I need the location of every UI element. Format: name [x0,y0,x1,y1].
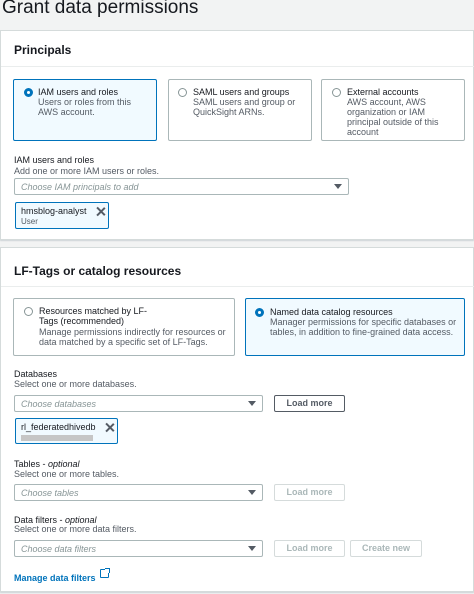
databases-label: Databases [14,369,58,379]
data-filters-description: Select one or more data filters. [14,524,137,534]
divider [1,286,474,287]
select-placeholder: Choose databases [21,399,97,409]
tables-load-more-button[interactable]: Load more [274,484,345,501]
databases-description: Select one or more databases. [14,379,137,389]
resource-option-lf-tags[interactable] [13,298,235,356]
option-description: Manager permissions for specific databases or tables, in addition to fine-grained data access. [270,317,457,337]
data-filters-load-more-button[interactable]: Load more [274,540,345,557]
option-description: Users or roles from this AWS account. [38,97,132,117]
close-icon[interactable] [96,207,105,216]
databases-select[interactable] [14,395,263,412]
option-title: Named data catalog resources [270,307,393,317]
radio-icon[interactable] [332,88,341,97]
principal-option-iam[interactable] [13,79,157,141]
redacted-detail [21,435,93,441]
tables-label: Tables - optional [14,459,80,469]
radio-icon[interactable] [178,88,187,97]
iam-field-description: Add one or more IAM users or roles. [14,166,160,176]
manage-data-filters-label[interactable]: Manage data filters [14,573,96,583]
select-placeholder: Choose IAM principals to add [21,182,139,192]
principal-option-saml[interactable] [168,79,312,141]
databases-load-more-button[interactable]: Load more [274,395,345,412]
token-name: rl_federatedhivedb [21,422,96,432]
option-title: IAM users and roles [38,87,119,97]
radio-icon[interactable] [255,308,264,317]
iam-field-label: IAM users and roles [14,155,95,165]
principal-option-external[interactable] [321,79,465,141]
option-title: External accounts [347,87,419,97]
divider [1,66,474,67]
principals-heading: Principals [14,43,72,57]
principal-token [15,202,109,229]
page-title: Grant data permissions [2,0,199,18]
create-new-button[interactable]: Create new [350,540,422,557]
resources-heading: LF-Tags or catalog resources [14,264,182,278]
principals-panel [0,30,474,240]
radio-icon[interactable] [24,307,33,316]
tables-description: Select one or more tables. [14,469,120,479]
tables-select[interactable] [14,484,263,501]
data-filters-label: Data filters - optional [14,515,97,525]
external-link-icon[interactable] [100,569,109,578]
option-description: Manage permissions indirectly for resources or data matched by a specific set of LF-Tags. [39,327,226,347]
token-name: hmsblog-analyst [21,206,87,216]
select-placeholder: Choose data filters [21,544,97,554]
token-type: User [21,217,38,226]
data-filters-select[interactable] [14,540,263,557]
option-description: SAML users and group or QuickSight ARNs. [193,97,296,117]
option-description: AWS account, AWS organization or IAM principal outside of this account [347,97,439,137]
resource-option-named[interactable] [245,298,465,356]
option-title: Resources matched by LF-Tags (recommended) [39,306,148,326]
select-placeholder: Choose tables [21,488,79,498]
close-icon[interactable] [105,423,114,432]
caret-down-icon [334,184,342,189]
option-title: SAML users and groups [193,87,290,97]
manage-data-filters-link[interactable] [14,568,96,583]
caret-down-icon [248,401,256,406]
radio-icon[interactable] [24,88,33,97]
resources-panel [0,247,474,592]
iam-principals-select[interactable] [14,178,349,195]
caret-down-icon [248,546,256,551]
database-token [15,418,118,444]
caret-down-icon [248,490,256,495]
